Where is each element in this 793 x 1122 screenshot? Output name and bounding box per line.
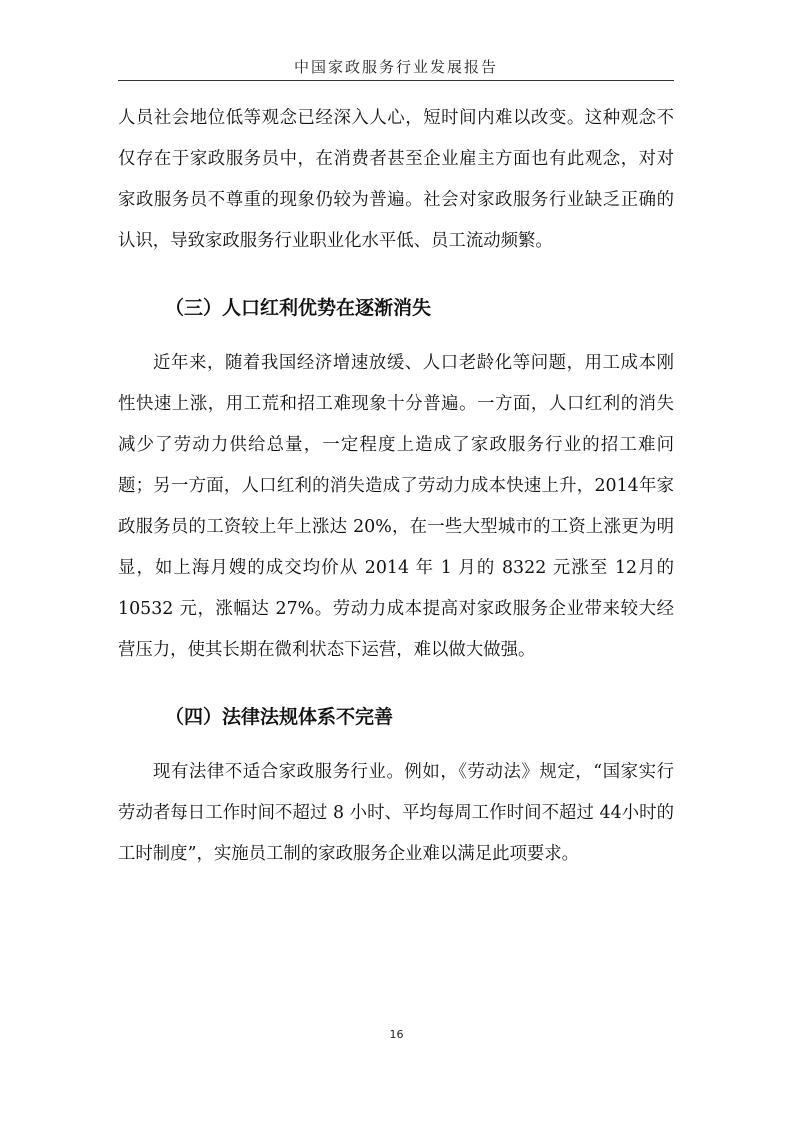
page-number: 16: [389, 1028, 404, 1041]
page-content: [118, 98, 674, 875]
section-heading-3: （三）人口红利优势在逐渐消失: [165, 297, 432, 319]
paragraph-section-3: 近年来，随着我国经济增速放缓、人口老龄化等问题，用工成本刚性快速上涨，用工荒和招工难现象十分普遍。一方面，人口红利的消失减少了劳动力供给总量，一定程度上造成了家政服务行业的招工难问题；另一方面，人口红利的消失造成了劳动力成本快速上升，2014年家政服务员的工资较上年上涨达 20%，在一些大型城市的工资上涨更为明显，如上海月嫂的成交均价从 2014 年 1 月的 8322 元涨至 12月的 10532 元，涨幅达 27%。劳动力成本提高对家政服务企业带来较大经营压力，使其长期在微利状态下运营，难以做大做强。: [118, 353, 674, 660]
paragraph-continued: 人员社会地位低等观念已经深入人心，短时间内难以改变。这种观念不仅存在于家政服务员中，在消费者甚至企业雇主方面也有此观念，对对家政服务员不尊重的现象仍较为普遍。社会对家政服务行业缺乏正确的认识，导致家政服务行业职业化水平低、员工流动频繁。: [118, 108, 674, 251]
running-header: 中国家政服务行业发展报告: [293, 58, 498, 76]
section-heading-4: （四）法律法规体系不完善: [165, 706, 394, 728]
paragraph-section-4: 现有法律不适合家政服务行业。例如，《劳动法》规定，“国家实行劳动者每日工作时间不超过 8 小时、平均每周工作时间不超过 44小时的工时制度”，实施员工制的家政服务企业难以满足此项要求。: [118, 762, 674, 864]
header-rule: [118, 80, 674, 81]
